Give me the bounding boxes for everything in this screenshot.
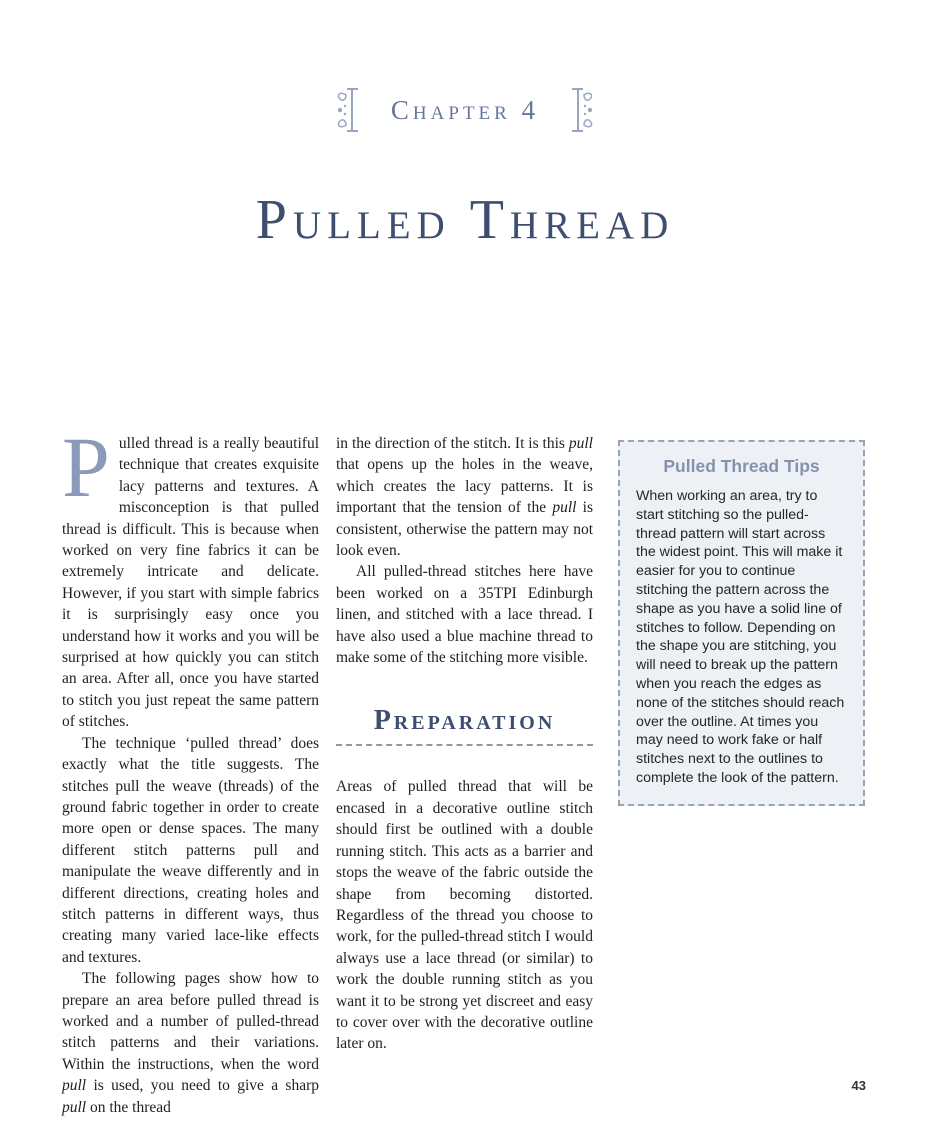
paragraph-technique [62, 733, 319, 968]
paragraph-preparation-text: Areas of pulled thread that will be encased in a decorative outline stitch should first be outlined with a double running stitch. This acts as a barrier and stops the weave of the fabric outside the shape from becoming distorted. Regardless of the thread you choose to work, for the pulled-thread stitch I would always use a lace thread (or similar) to work the double running stitch as you want it to be strong yet discreet and easy to cover over with the decorative outline later on. [336, 778, 593, 1053]
tips-box-title: Pulled Thread Tips [663, 456, 820, 476]
segment-text: The following pages show how to prepare an area before pulled thread is worked and a number of pulled-thread stitch patterns and their variations. Within the instructions, when the word [62, 970, 319, 1073]
chapter-label: Chapter 4 [390, 94, 540, 125]
segment-text: is consistent, otherwise the pattern may not look even. [336, 499, 593, 560]
page-number: 43 [851, 1078, 866, 1093]
left-bracket-ornament-icon [333, 84, 363, 136]
segment-italic-pull: pull [62, 1077, 87, 1095]
section-dashed-rule [336, 744, 593, 746]
page-title: Pulled Thread [255, 189, 675, 251]
body-column-1 [62, 419, 319, 1118]
section-heading-preparation: Preparation [373, 705, 556, 737]
segment-italic-pull: pull [62, 1098, 87, 1116]
segment-text: on the thread [86, 1098, 171, 1116]
body-column-2 [336, 433, 593, 1055]
tips-box-body: When working an area, try to start stitching so the pulled-thread pattern will start across the widest point. This will make it easier for you to continue stitching the pattern across the shape as you have a solid line of stitches to follow. Depending on the shape you are stitching, you will need to break up the pattern when you reach the edges as none of the stitches should reach over the outline. At times you may need to work fake or half stitches next to the outlines to complete the look of the pattern. [636, 488, 845, 786]
right-bracket-ornament-icon [567, 84, 597, 136]
paragraph-following-pages [62, 968, 319, 1118]
segment-italic-pull: pull [552, 499, 577, 517]
paragraph-direction [336, 433, 593, 561]
paragraph-intro [62, 419, 319, 733]
paragraph-technique-text: The technique ‘pulled thread’ does exactly what the title suggests. The stitches pull the weave (threads) of the ground fabric together in order to create more open or dense spaces. The many different stitch patterns pull and manipulate the weave differently and in different directions, creating holes and stitch patterns in different ways, thus creating many varied lace-like effects and textures. [62, 734, 319, 966]
chapter-header [0, 84, 930, 136]
paragraph-materials [336, 561, 593, 668]
tips-box [618, 440, 865, 806]
paragraph-materials-text: All pulled-thread stitches here have been worked on a 35TPI Edinburgh linen, and stitched with a lace thread. I have also used a blue machine thread to make some of the stitching more visible. [336, 563, 593, 667]
segment-text: is used, you need to give a sharp [86, 1077, 319, 1095]
segment-italic-pull: pull [568, 435, 593, 452]
drop-cap: P [62, 419, 110, 515]
paragraph-preparation [336, 776, 593, 1054]
paragraph-intro-text: ulled thread is a really beautiful technique that creates exquisite lacy patterns and textures. A misconception is that pulled thread is difficult. This is because when worked on very fine fabrics it can be extremely intricate and delicate. However, if you start with simple fabrics it is surprisingly easy once you understand how it works and you will be surprised at how quickly you can stitch an area. After all, once you have started to stitch you just repeat the same pattern of stitches. [62, 435, 319, 731]
segment-text: that opens up the holes in the weave, which creates the lacy patterns. It is important that the tension of the [336, 456, 593, 517]
segment-text: in the direction of the stitch. It is this [336, 435, 569, 452]
